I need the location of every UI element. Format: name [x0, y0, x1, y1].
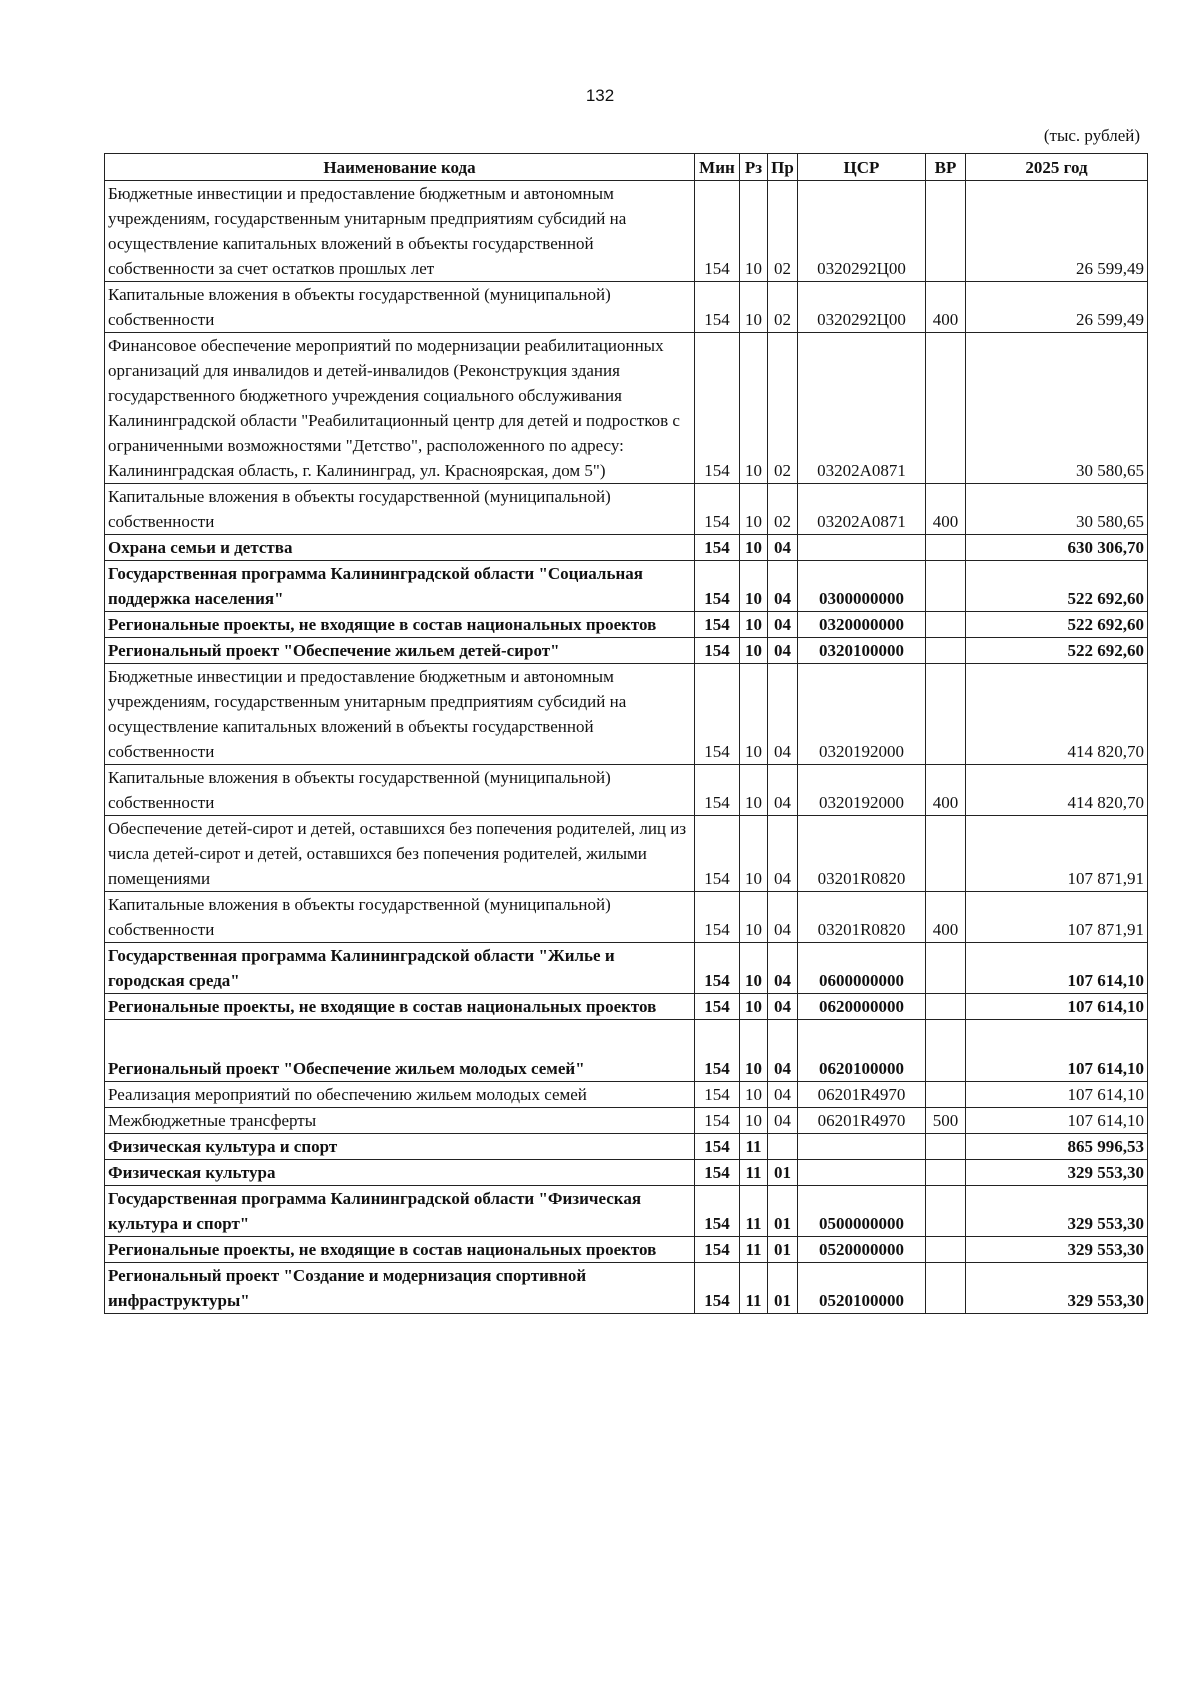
cell-vr [926, 1020, 966, 1082]
cell-amount: 329 553,30 [966, 1263, 1148, 1314]
table-row [105, 1108, 1148, 1134]
cell-name: Капитальные вложения в объекты государственной (муниципальной) собственности [105, 282, 695, 333]
cell-vr [926, 535, 966, 561]
cell-pr: 02 [768, 333, 798, 484]
cell-rz: 10 [740, 181, 768, 282]
cell-pr: 02 [768, 484, 798, 535]
table-row [105, 1237, 1148, 1263]
cell-min: 154 [695, 1108, 740, 1134]
header-min: Мин [695, 154, 740, 181]
cell-vr [926, 612, 966, 638]
cell-amount: 522 692,60 [966, 638, 1148, 664]
cell-min: 154 [695, 1134, 740, 1160]
cell-amount: 26 599,49 [966, 282, 1148, 333]
cell-pr: 04 [768, 943, 798, 994]
cell-pr: 04 [768, 994, 798, 1020]
cell-name: Физическая культура [105, 1160, 695, 1186]
cell-csr [798, 1134, 926, 1160]
cell-name: Капитальные вложения в объекты государственной (муниципальной) собственности [105, 765, 695, 816]
cell-pr: 04 [768, 535, 798, 561]
cell-pr [768, 1134, 798, 1160]
cell-amount: 107 871,91 [966, 892, 1148, 943]
cell-vr [926, 181, 966, 282]
table-row [105, 816, 1148, 892]
cell-name: Региональный проект "Обеспечение жильем молодых семей" [105, 1020, 695, 1082]
table-row [105, 282, 1148, 333]
header-vr: ВР [926, 154, 966, 181]
cell-pr: 04 [768, 1020, 798, 1082]
cell-rz: 10 [740, 561, 768, 612]
cell-name: Региональный проект "Обеспечение жильем детей-сирот" [105, 638, 695, 664]
cell-pr: 01 [768, 1160, 798, 1186]
cell-rz: 10 [740, 1108, 768, 1134]
cell-name: Капитальные вложения в объекты государственной (муниципальной) собственности [105, 484, 695, 535]
cell-name: Государственная программа Калининградской области "Социальная поддержка населения" [105, 561, 695, 612]
cell-pr: 01 [768, 1263, 798, 1314]
cell-vr [926, 333, 966, 484]
cell-rz: 10 [740, 943, 768, 994]
cell-amount: 107 614,10 [966, 1082, 1148, 1108]
cell-amount: 107 614,10 [966, 994, 1148, 1020]
cell-name: Межбюджетные трансферты [105, 1108, 695, 1134]
cell-min: 154 [695, 664, 740, 765]
table-header-row [105, 154, 1148, 181]
cell-name: Финансовое обеспечение мероприятий по модернизации реабилитационных организаций для инвалидов и детей-инвалидов (Реконструкция здания государственного бюджетного учреждения социального обслуживания Калининградской области "Реабилитационный центр для детей и подростков с ограниченными возможностями "Детство", расположенного по адресу: Калининградская область, г. Калининград, ул. Красноярская, дом 5") [105, 333, 695, 484]
cell-vr [926, 638, 966, 664]
cell-vr [926, 816, 966, 892]
cell-vr [926, 1082, 966, 1108]
cell-min: 154 [695, 333, 740, 484]
cell-name: Региональный проект "Создание и модернизация спортивной инфраструктуры" [105, 1263, 695, 1314]
cell-name: Бюджетные инвестиции и предоставление бюджетным и автономным учреждениям, государственным унитарным предприятиям субсидий на осуществление капитальных вложений в объекты государственной собственности за счет остатков прошлых лет [105, 181, 695, 282]
cell-amount: 30 580,65 [966, 484, 1148, 535]
header-rz: Рз [740, 154, 768, 181]
cell-min: 154 [695, 1160, 740, 1186]
cell-rz: 10 [740, 612, 768, 638]
cell-vr [926, 1237, 966, 1263]
cell-amount: 329 553,30 [966, 1160, 1148, 1186]
cell-rz: 10 [740, 638, 768, 664]
table-body [105, 181, 1148, 1314]
cell-csr: 06201R4970 [798, 1108, 926, 1134]
cell-min: 154 [695, 638, 740, 664]
table-row [105, 1134, 1148, 1160]
cell-min: 154 [695, 612, 740, 638]
header-name: Наименование кода [105, 154, 695, 181]
cell-pr: 04 [768, 612, 798, 638]
cell-rz: 10 [740, 816, 768, 892]
cell-pr: 04 [768, 816, 798, 892]
table-row [105, 943, 1148, 994]
cell-min: 154 [695, 1237, 740, 1263]
cell-name: Физическая культура и спорт [105, 1134, 695, 1160]
cell-csr: 0620000000 [798, 994, 926, 1020]
cell-name: Охрана семьи и детства [105, 535, 695, 561]
cell-csr: 0320000000 [798, 612, 926, 638]
cell-name: Региональные проекты, не входящие в состав национальных проектов [105, 994, 695, 1020]
budget-table [104, 153, 1148, 1314]
cell-rz: 11 [740, 1186, 768, 1237]
cell-rz: 10 [740, 333, 768, 484]
cell-rz: 10 [740, 765, 768, 816]
cell-rz: 10 [740, 484, 768, 535]
cell-amount: 630 306,70 [966, 535, 1148, 561]
table-row [105, 535, 1148, 561]
cell-csr: 0300000000 [798, 561, 926, 612]
cell-amount: 26 599,49 [966, 181, 1148, 282]
cell-vr [926, 1160, 966, 1186]
cell-rz: 11 [740, 1237, 768, 1263]
cell-amount: 107 614,10 [966, 1020, 1148, 1082]
cell-pr: 04 [768, 638, 798, 664]
cell-vr [926, 994, 966, 1020]
cell-min: 154 [695, 484, 740, 535]
table-row [105, 561, 1148, 612]
cell-min: 154 [695, 1186, 740, 1237]
cell-rz: 11 [740, 1263, 768, 1314]
cell-name: Бюджетные инвестиции и предоставление бюджетным и автономным учреждениям, государственным унитарным предприятиям субсидий на осуществление капитальных вложений в объекты государственной собственности [105, 664, 695, 765]
cell-min: 154 [695, 1082, 740, 1108]
cell-rz: 11 [740, 1134, 768, 1160]
cell-amount: 107 614,10 [966, 1108, 1148, 1134]
cell-vr [926, 561, 966, 612]
cell-vr: 500 [926, 1108, 966, 1134]
cell-csr: 0500000000 [798, 1186, 926, 1237]
cell-name: Государственная программа Калининградской области "Жилье и городская среда" [105, 943, 695, 994]
cell-vr [926, 664, 966, 765]
table-row [105, 765, 1148, 816]
cell-min: 154 [695, 1263, 740, 1314]
cell-amount: 107 871,91 [966, 816, 1148, 892]
cell-vr [926, 1134, 966, 1160]
cell-csr: 03202А0871 [798, 484, 926, 535]
cell-csr: 03201R0820 [798, 892, 926, 943]
cell-csr: 0520000000 [798, 1237, 926, 1263]
cell-min: 154 [695, 535, 740, 561]
cell-amount: 414 820,70 [966, 765, 1148, 816]
cell-csr: 0320292Ц00 [798, 181, 926, 282]
cell-rz: 10 [740, 535, 768, 561]
cell-amount: 414 820,70 [966, 664, 1148, 765]
cell-rz: 10 [740, 282, 768, 333]
cell-csr: 0320100000 [798, 638, 926, 664]
cell-rz: 10 [740, 1082, 768, 1108]
cell-amount: 522 692,60 [966, 561, 1148, 612]
table-row [105, 1186, 1148, 1237]
cell-min: 154 [695, 561, 740, 612]
header-amount: 2025 год [966, 154, 1148, 181]
cell-vr [926, 1263, 966, 1314]
cell-name: Реализация мероприятий по обеспечению жильем молодых семей [105, 1082, 695, 1108]
cell-csr: 0520100000 [798, 1263, 926, 1314]
table-row [105, 664, 1148, 765]
cell-vr: 400 [926, 892, 966, 943]
cell-min: 154 [695, 994, 740, 1020]
cell-csr: 06201R4970 [798, 1082, 926, 1108]
cell-rz: 10 [740, 664, 768, 765]
cell-name: Обеспечение детей-сирот и детей, оставшихся без попечения родителей, лиц из числа детей-сирот и детей, оставшихся без попечения родителей, жилыми помещениями [105, 816, 695, 892]
cell-vr: 400 [926, 765, 966, 816]
cell-name: Капитальные вложения в объекты государственной (муниципальной) собственности [105, 892, 695, 943]
cell-csr: 03201R0820 [798, 816, 926, 892]
cell-rz: 10 [740, 994, 768, 1020]
cell-pr: 04 [768, 561, 798, 612]
table-row [105, 638, 1148, 664]
cell-rz: 11 [740, 1160, 768, 1186]
cell-min: 154 [695, 282, 740, 333]
cell-amount: 107 614,10 [966, 943, 1148, 994]
cell-pr: 01 [768, 1186, 798, 1237]
table-row [105, 181, 1148, 282]
table-row [105, 1160, 1148, 1186]
cell-csr: 0600000000 [798, 943, 926, 994]
table-row [105, 994, 1148, 1020]
header-csr: ЦСР [798, 154, 926, 181]
cell-amount: 865 996,53 [966, 1134, 1148, 1160]
header-pr: Пр [768, 154, 798, 181]
table-row [105, 1263, 1148, 1314]
cell-csr [798, 535, 926, 561]
cell-name: Региональные проекты, не входящие в состав национальных проектов [105, 1237, 695, 1263]
table-row [105, 1082, 1148, 1108]
cell-min: 154 [695, 816, 740, 892]
cell-vr: 400 [926, 484, 966, 535]
cell-name: Региональные проекты, не входящие в состав национальных проектов [105, 612, 695, 638]
cell-csr: 0320192000 [798, 765, 926, 816]
cell-min: 154 [695, 181, 740, 282]
table-row [105, 333, 1148, 484]
cell-csr: 0620100000 [798, 1020, 926, 1082]
cell-name: Государственная программа Калининградской области "Физическая культура и спорт" [105, 1186, 695, 1237]
cell-csr: 03202А0871 [798, 333, 926, 484]
table-row [105, 892, 1148, 943]
cell-rz: 10 [740, 892, 768, 943]
cell-vr [926, 943, 966, 994]
table-row [105, 1020, 1148, 1082]
cell-rz: 10 [740, 1020, 768, 1082]
cell-pr: 04 [768, 1108, 798, 1134]
cell-amount: 329 553,30 [966, 1186, 1148, 1237]
page-number: 132 [585, 86, 615, 105]
cell-min: 154 [695, 1020, 740, 1082]
cell-min: 154 [695, 943, 740, 994]
cell-pr: 04 [768, 1082, 798, 1108]
cell-csr: 0320192000 [798, 664, 926, 765]
cell-vr [926, 1186, 966, 1237]
cell-amount: 329 553,30 [966, 1237, 1148, 1263]
cell-vr: 400 [926, 282, 966, 333]
cell-amount: 30 580,65 [966, 333, 1148, 484]
cell-pr: 04 [768, 664, 798, 765]
cell-min: 154 [695, 765, 740, 816]
cell-amount: 522 692,60 [966, 612, 1148, 638]
table-row [105, 612, 1148, 638]
cell-min: 154 [695, 892, 740, 943]
cell-csr [798, 1160, 926, 1186]
cell-pr: 04 [768, 765, 798, 816]
units-label: (тыс. рублей) [1043, 126, 1140, 145]
cell-pr: 01 [768, 1237, 798, 1263]
cell-pr: 04 [768, 892, 798, 943]
cell-pr: 02 [768, 282, 798, 333]
cell-pr: 02 [768, 181, 798, 282]
cell-csr: 0320292Ц00 [798, 282, 926, 333]
table-row [105, 484, 1148, 535]
